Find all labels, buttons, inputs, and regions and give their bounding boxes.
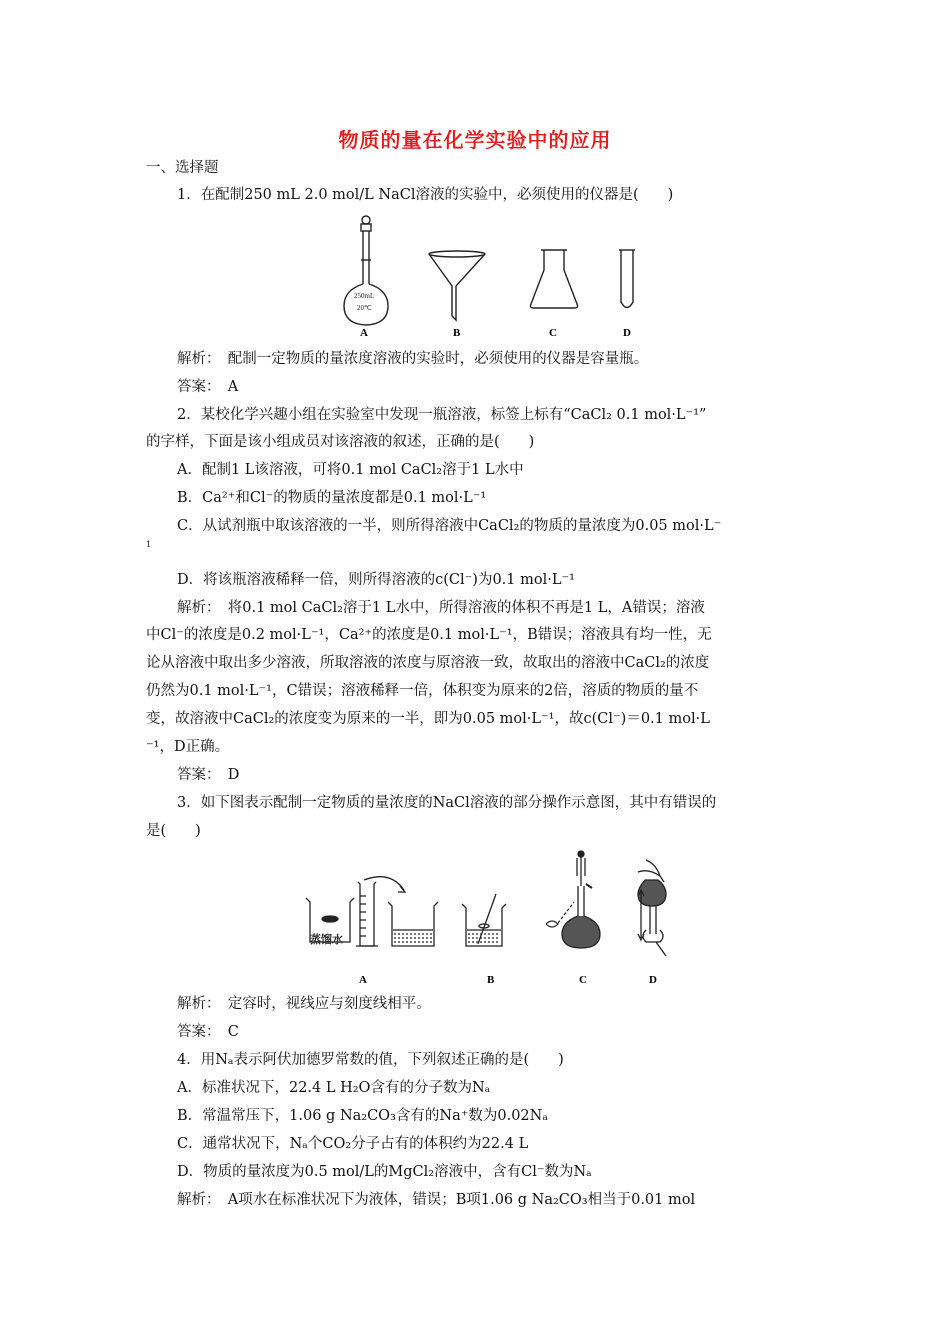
q2-stem-line1: 2．某校化学兴趣小组在实验室中发现一瓶溶液，标签上标有“CaCl₂ 0.1 mol·L⁻¹” (177, 407, 707, 423)
q1-label-d: D (623, 327, 631, 339)
q2-analysis-line5: 变，故溶液中CaCl₂的浓度变为原来的一半，即为0.05 mol·L⁻¹，故c(Cl⁻)＝0.1 mol·L (146, 711, 710, 727)
q3-label-a: A (359, 974, 367, 986)
q2-analysis-line3: 论从溶液中取出多少溶液，所取溶液的浓度与原溶液一致，故取出的溶液中CaCl₂的浓度 (146, 655, 710, 671)
q2-stem-line2: 的字样，下面是该小组成员对该溶液的叙述，正确的是( ) (146, 434, 535, 450)
graduated-cylinder-icon (356, 877, 405, 946)
volumetric-flask-icon (344, 216, 388, 325)
q3-analysis: 解析： 定容时，视线应与刻度线相平。 (177, 996, 431, 1012)
q3-operation-figure (300, 846, 700, 991)
q4-stem: 4．用Nₐ表示阿伏加德罗常数的值，下列叙述正确的是( ) (177, 1052, 564, 1068)
q3-label-c: C (579, 974, 587, 986)
q2-option-d: D．将该瓶溶液稀释一倍，则所得溶液的c(Cl⁻)为0.1 mol·L⁻¹ (177, 572, 575, 588)
q1-label-b: B (453, 327, 461, 339)
q3-label-d: D (649, 974, 657, 986)
q1-label-a: A (360, 327, 368, 339)
flask-volume-label: 250mL (354, 292, 375, 300)
q4-analysis: 解析： A项水在标准状况下为液体，错误；B项1.06 g Na₂CO₃相当于0.01 mol (177, 1192, 696, 1208)
q2-analysis-line6: ⁻¹，D正确。 (146, 739, 230, 755)
q1-answer: 答案： A (177, 379, 239, 395)
beaker-solution-icon (388, 902, 438, 946)
flask-temp-label: 20℃ (357, 304, 372, 312)
q2-answer: 答案： D (177, 767, 240, 783)
q3-label-b: B (487, 974, 495, 986)
funnel-icon (429, 251, 485, 320)
distilled-water-label: 蒸馏水 (310, 933, 343, 946)
q2-option-c-wrap: 1 (146, 540, 152, 549)
conical-flask-icon (530, 250, 577, 308)
q4-option-a: A．标准状况下，22.4 L H₂O含有的分子数为Nₐ (177, 1080, 491, 1096)
q2-option-b: B．Ca²⁺和Cl⁻的物质的量浓度都是0.1 mol·L⁻¹ (177, 490, 487, 506)
q2-analysis-line2: 中Cl⁻的浓度是0.2 mol·L⁻¹，Ca²⁺的浓度是0.1 mol·L⁻¹，B错误；溶液具有均一性，无 (146, 627, 712, 643)
q1-analysis: 解析： 配制一定物质的量浓度溶液的实验时，必须使用的仪器是容量瓶。 (177, 351, 649, 367)
flask-inverting-icon (638, 860, 666, 956)
q1-apparatus-figure (330, 212, 650, 342)
q2-option-a: A．配制1 L该溶液，可将0.1 mol CaCl₂溶于1 L水中 (177, 462, 524, 478)
q4-option-b: B．常温常压下，1.06 g Na₂CO₃含有的Na⁺数为0.02Nₐ (177, 1108, 548, 1124)
q2-option-c: C．从试剂瓶中取该溶液的一半，则所得溶液中CaCl₂的物质的量浓度为0.05 mol·L⁻ (177, 518, 722, 534)
q1-label-c: C (549, 327, 557, 339)
volumetric-flask-dropper-icon (562, 851, 600, 948)
section-heading: 一、选择题 (146, 160, 219, 176)
q4-option-c: C．通常状况下，Nₐ个CO₂分子占有的体积约为22.4 L (177, 1136, 529, 1152)
q3-answer: 答案： C (177, 1024, 239, 1040)
q4-option-d: D．物质的量浓度为0.5 mol/L的MgCl₂溶液中，含有Cl⁻数为Nₐ (177, 1164, 592, 1180)
q1-stem: 1．在配制250 mL 2.0 mol/L NaCl溶液的实验中，必须使用的仪器是( ) (177, 187, 674, 203)
q2-analysis-line4: 仍然为0.1 mol·L⁻¹，C错误；溶液稀释一倍，体积变为原来的2倍，溶质的物质的量不 (146, 683, 699, 699)
beaker-stirring-icon (462, 894, 506, 946)
page-title: 物质的量在化学实验中的应用 (338, 128, 612, 152)
test-tube-icon (619, 250, 635, 308)
q3-stem-line2: 是( ) (146, 823, 201, 839)
q3-stem-line1: 3．如下图表示配制一定物质的量浓度的NaCl溶液的部分操作示意图，其中有错误的 (177, 795, 717, 811)
q2-analysis-line1: 解析： 将0.1 mol CaCl₂溶于1 L水中，所得溶液的体积不再是1 L，A错误；溶液 (177, 600, 705, 616)
